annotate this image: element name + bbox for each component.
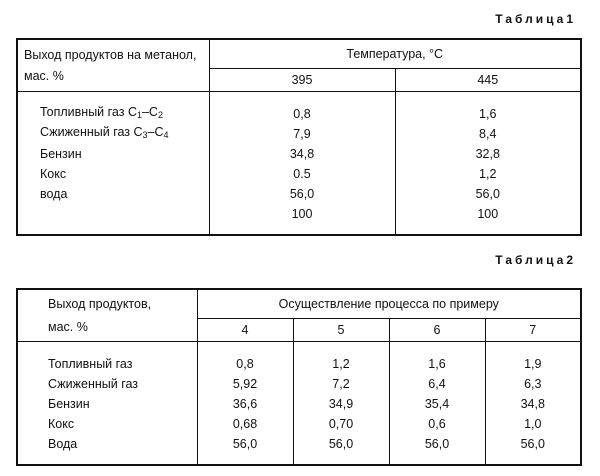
cell-value: 34,9 (293, 394, 389, 414)
table1-header-name-line1: Выход продуктов на метанол, (24, 47, 197, 62)
table-row (17, 374, 581, 394)
table-row (17, 354, 581, 374)
table-row (17, 144, 581, 164)
table1-header-name (17, 39, 209, 92)
row-label: Бензин (17, 394, 197, 414)
cell-value: 1,6 (389, 354, 485, 374)
cell-value: 56,0 (293, 434, 389, 454)
table1-header-name-line2: мас. % (24, 68, 64, 83)
row-label: Кокс (17, 164, 209, 184)
row-label: Топливный газ (17, 354, 197, 374)
cell-value: 100 (209, 204, 395, 224)
table2-header-name-line2: мас. % (48, 319, 88, 334)
table2 (16, 288, 582, 466)
cell-value: 0,68 (197, 414, 293, 434)
table-row (17, 184, 581, 204)
row-label: вода (17, 184, 209, 204)
table2-col-7: 7 (485, 319, 581, 342)
cell-value: 56,0 (520, 436, 545, 451)
cell-value: 0,70 (293, 414, 389, 434)
table2-header-name (17, 289, 197, 342)
cell-value: 1,2 (293, 354, 389, 374)
table2-col-6: 6 (389, 319, 485, 342)
table1-col-445: 445 (395, 69, 581, 92)
row-label: Сжиженный газ (17, 374, 197, 394)
row-label: Кокс (17, 414, 197, 434)
table2-caption: Таблица2 (495, 253, 576, 267)
cell-value: 6,4 (389, 374, 485, 394)
table1-col-395: 395 (209, 69, 395, 92)
table-row (17, 204, 581, 224)
table1-group-header: Температура, °С (209, 39, 581, 69)
cell-value: 34,8 (209, 144, 395, 164)
table1-caption: Таблица1 (495, 12, 576, 26)
cell-value: 7,9 (209, 124, 395, 144)
cell-value: 35,4 (389, 394, 485, 414)
table2-col-5: 5 (293, 319, 389, 342)
cell-value: 56,0 (197, 434, 293, 454)
cell-value: 0.5 (209, 164, 395, 184)
row-label: Вода (17, 434, 197, 454)
cell-value: 56,0 (475, 186, 500, 201)
cell-value: 56,0 (209, 184, 395, 204)
cell-value: 32,8 (475, 146, 500, 161)
row-label: Сжиженный газ $С_3-С_4$ (17, 124, 209, 144)
row-label: Бензин (17, 144, 209, 164)
table-row (17, 124, 581, 144)
table1 (16, 38, 582, 236)
cell-value: 5,92 (197, 374, 293, 394)
row-label: Топливный газ $С_1-С_2$ (17, 104, 209, 124)
cell-value: 0,6 (389, 414, 485, 434)
cell-value: 7,2 (293, 374, 389, 394)
cell-value: 1,9 (524, 356, 542, 371)
cell-value: 1,6 (479, 106, 497, 121)
table-row (17, 434, 581, 454)
table-row (17, 164, 581, 184)
cell-value: 1,2 (479, 166, 497, 181)
table2-group-header: Осуществление процесса по примеру (197, 289, 581, 319)
cell-value: 6,3 (524, 376, 542, 391)
cell-value: 8,4 (479, 126, 497, 141)
cell-value: 34,8 (520, 396, 545, 411)
cell-value: 100 (477, 206, 499, 221)
table2-col-4: 4 (197, 319, 293, 342)
cell-value: 56,0 (389, 434, 485, 454)
table-row (17, 414, 581, 434)
table2-header-name-line1: Выход продуктов, (48, 296, 152, 311)
cell-value: 1,0 (524, 416, 542, 431)
cell-value: 0,8 (197, 354, 293, 374)
row-label (17, 204, 209, 224)
table-row (17, 104, 581, 124)
table-row (17, 394, 581, 414)
cell-value: 36,6 (197, 394, 293, 414)
cell-value: 0,8 (209, 104, 395, 124)
